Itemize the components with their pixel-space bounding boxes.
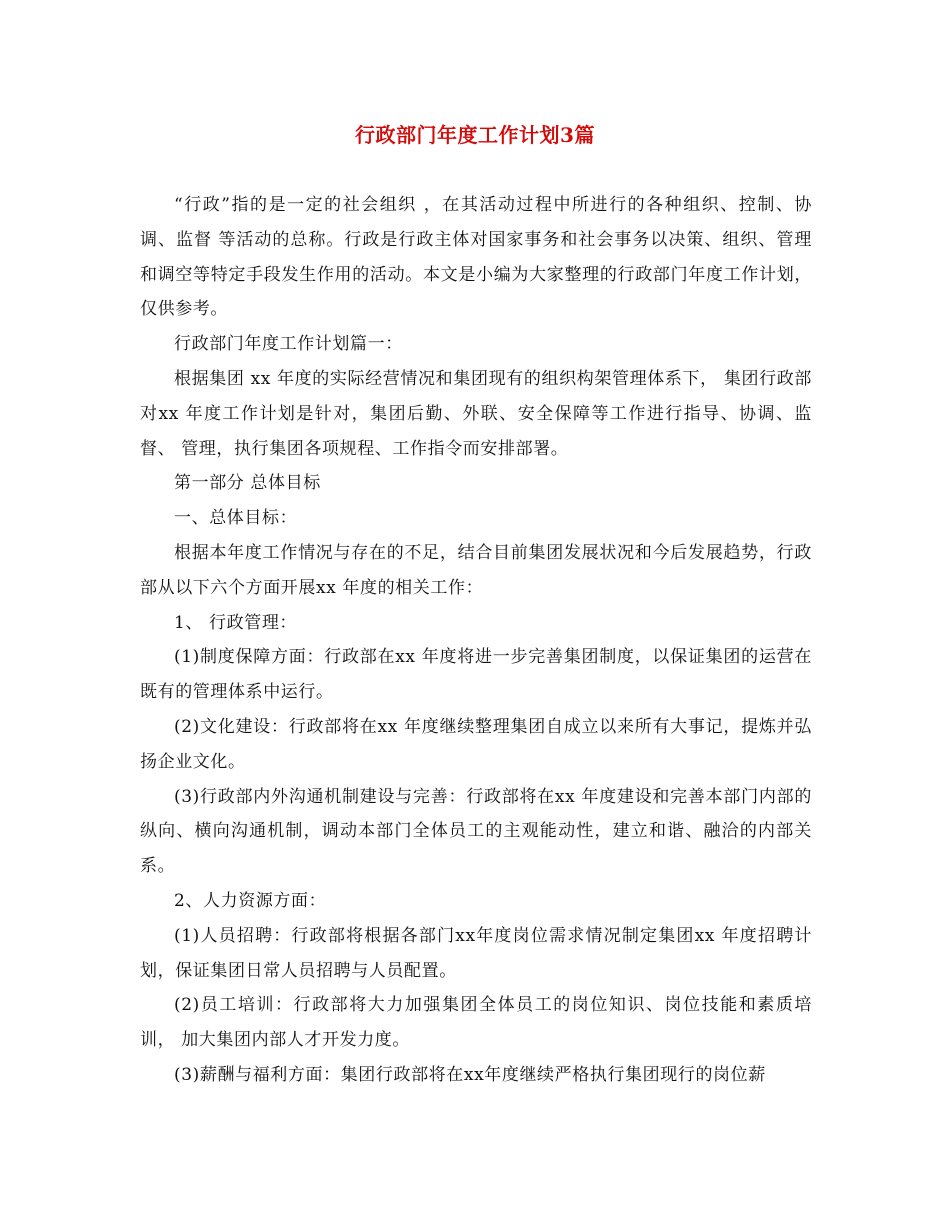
paragraph-admin-2: (2)文化建设：行政部将在xx 年度继续整理集团自成立以来所有大事记，提炼并弘扬企业文化。: [140, 716, 812, 772]
document-title: 行政部门年度工作计划3篇: [355, 123, 595, 147]
paragraph-heading-part-one: 行政部门年度工作计划篇一：: [174, 334, 403, 355]
paragraph-admin-1: (1)制度保障方面：行政部在xx 年度将进一步完善集团制度，以保证集团的运营在既有的管理体系中运行。: [140, 647, 812, 703]
paragraph-subheading-goals: 一、总体目标：: [174, 508, 298, 529]
paragraph-item-admin: 1、 行政管理：: [174, 612, 298, 633]
paragraph-item-hr: 2、人力资源方面：: [174, 890, 327, 911]
paragraph-goals-intro: 根据本年度工作情况与存在的不足，结合目前集团发展状况和今后发展趋势，行政部从以下六个方面开展xx 年度的相关工作：: [140, 542, 812, 598]
paragraph-hr-3: (3)薪酬与福利方面：集团行政部将在xx年度继续严格执行集团现行的岗位薪: [174, 1064, 766, 1085]
paragraph-intro: “行政”指的是一定的社会组织 ，在其活动过程中所进行的各种组织、控制、协调、监督 等活动的总称。行政是行政主体对国家事务和社会事务以决策、组织、管理和调空等特定手段发生作用的活动。本文是小编为大家整理的行政部门年度工作计划，仅供参考。: [140, 195, 812, 320]
paragraph-section-heading: 第一部分 总体目标: [174, 473, 321, 494]
document-body: [140, 188, 812, 1093]
paragraph-hr-2: (2)员工培训：行政部将大力加强集团全体员工的岗位知识、岗位技能和素质培训， 加大集团内部人才开发力度。: [140, 995, 812, 1051]
paragraph-background: 根据集团 xx 年度的实际经营情况和集团现有的组织构架管理体系下， 集团行政部对xx 年度工作计划是针对，集团后勤、外联、安全保障等工作进行指导、协调、监督、 管理，执行集团各项规程、工作指令而安排部署。: [140, 368, 812, 459]
paragraph-hr-1: (1)人员招聘：行政部将根据各部门xx年度岗位需求情况制定集团xx 年度招聘计划，保证集团日常人员招聘与人员配置。: [140, 925, 812, 981]
paragraph-admin-3: (3)行政部内外沟通机制建设与完善：行政部将在xx 年度建设和完善本部门内部的纵向、横向沟通机制，调动本部门全体员工的主观能动性，建立和谐、融洽的内部关系。: [140, 786, 812, 877]
